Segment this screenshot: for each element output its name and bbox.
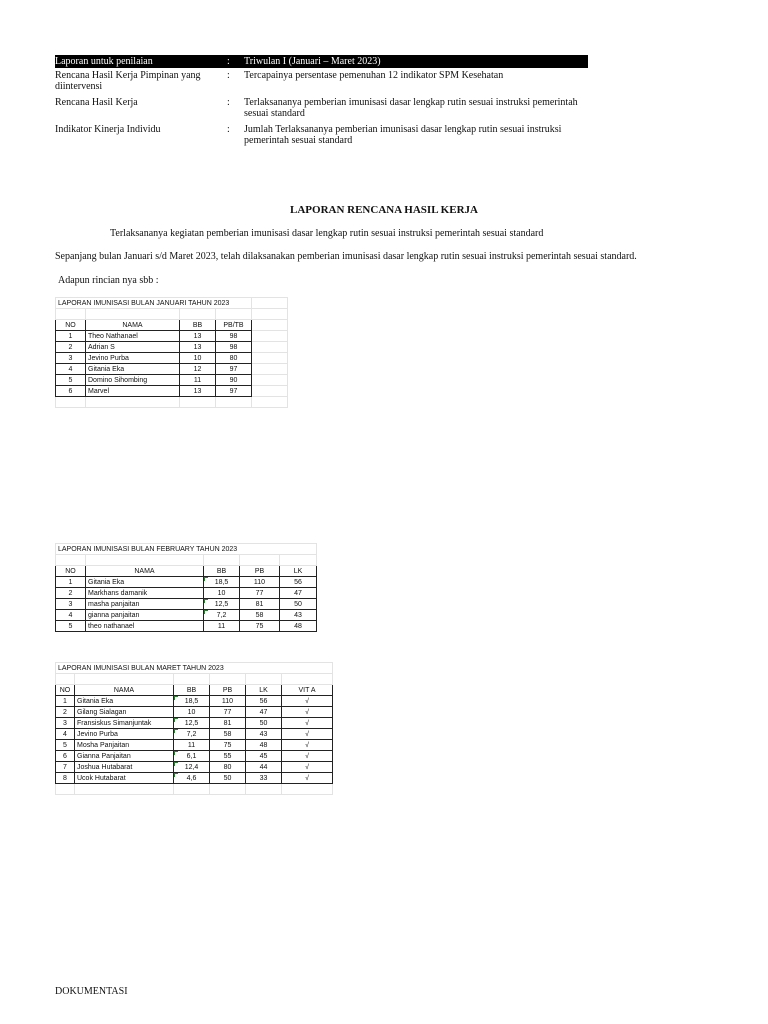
cell-nama: Gilang Sialagan: [75, 707, 174, 718]
cell-no: 4: [56, 610, 86, 621]
cell-no: 2: [56, 342, 86, 353]
column-header-bb: BB: [204, 566, 240, 577]
cell-no: 6: [56, 751, 75, 762]
cell-no: 7: [56, 762, 75, 773]
table-row: [56, 342, 288, 353]
table-row: [56, 375, 288, 386]
cell-bb: 10: [204, 588, 240, 599]
report-heading: LAPORAN RENCANA HASIL KERJA: [290, 204, 478, 216]
table-row: [56, 718, 333, 729]
cell-lk: 43: [246, 729, 282, 740]
report-subheading: Terlaksananya kegiatan pemberian imunisasi dasar lengkap rutin sesuai instruksi pemerintah sesuai standard: [110, 228, 544, 239]
column-header-lk: LK: [246, 685, 282, 696]
cell-lk: 50: [246, 718, 282, 729]
cell-pbtb: 90: [216, 375, 252, 386]
cell-lk: 50: [280, 599, 317, 610]
info-value: Terlaksananya pemberian imunisasi dasar lengkap rutin sesuai instruksi pemerintah sesuai standard: [244, 97, 578, 119]
column-header-vit-a: VIT A: [282, 685, 333, 696]
column-header-no: NO: [56, 566, 86, 577]
cell-pb: 58: [240, 610, 280, 621]
cell-lk: 48: [246, 740, 282, 751]
column-header-bb: BB: [180, 320, 216, 331]
cell-vit-a: √: [282, 762, 333, 773]
cell-bb: 6,1: [174, 751, 210, 762]
cell-bb: 12,5: [204, 599, 240, 610]
column-header-nama: NAMA: [86, 566, 204, 577]
report-details-intro: Adapun rincian nya sbb :: [58, 275, 159, 286]
cell-vit-a: √: [282, 707, 333, 718]
cell-pbtb: 98: [216, 342, 252, 353]
column-header-nama: NAMA: [75, 685, 174, 696]
cell-nama: Jevino Purba: [75, 729, 174, 740]
table-row: [56, 707, 333, 718]
table-row: [56, 762, 333, 773]
cell-nama: gianna panjaitan: [86, 610, 204, 621]
cell-no: 2: [56, 707, 75, 718]
cell-nama: masha panjaitan: [86, 599, 204, 610]
cell-pbtb: 97: [216, 364, 252, 375]
column-header-pb: PB: [240, 566, 280, 577]
cell-nama: Gianna Panjaitan: [75, 751, 174, 762]
cell-bb: 12: [180, 364, 216, 375]
info-label: Rencana Hasil Kerja Pimpinan yang diintervensi: [55, 70, 201, 92]
cell-no: 2: [56, 588, 86, 599]
cell-pb: 50: [210, 773, 246, 784]
march-table-title: LAPORAN IMUNISASI BULAN MARET TAHUN 2023: [56, 663, 333, 674]
cell-pb: 77: [240, 588, 280, 599]
table-row: [56, 353, 288, 364]
cell-no: 3: [56, 718, 75, 729]
table-row: [56, 696, 333, 707]
cell-lk: 33: [246, 773, 282, 784]
cell-lk: 47: [246, 707, 282, 718]
cell-lk: 45: [246, 751, 282, 762]
column-header-lk: LK: [280, 566, 317, 577]
cell-nama: Gitania Eka: [86, 577, 204, 588]
table-row: [56, 740, 333, 751]
cell-nama: Adrian S: [86, 342, 180, 353]
cell-lk: 56: [246, 696, 282, 707]
documentation-label: DOKUMENTASI: [55, 986, 128, 997]
cell-pb: 58: [210, 729, 246, 740]
cell-bb: 13: [180, 386, 216, 397]
cell-pb: 75: [210, 740, 246, 751]
january-table: [55, 297, 288, 408]
cell-pb: 80: [210, 762, 246, 773]
column-header-no: NO: [56, 320, 86, 331]
cell-no: 1: [56, 331, 86, 342]
cell-pb: 81: [210, 718, 246, 729]
cell-no: 3: [56, 353, 86, 364]
cell-bb: 13: [180, 342, 216, 353]
january-table-title: LAPORAN IMUNISASI BULAN JANUARI TAHUN 2023: [56, 298, 252, 309]
table-row: [56, 364, 288, 375]
table-row: [56, 773, 333, 784]
column-header-no: NO: [56, 685, 75, 696]
cell-vit-a: √: [282, 773, 333, 784]
report-paragraph: Sepanjang bulan Januari s/d Maret 2023, telah dilaksanakan pemberian imunisasi dasar lengkap rutin sesuai instruksi pemerintah sesuai standard.: [55, 251, 637, 262]
cell-bb: 10: [180, 353, 216, 364]
cell-vit-a: √: [282, 751, 333, 762]
cell-pbtb: 98: [216, 331, 252, 342]
cell-lk: 43: [280, 610, 317, 621]
info-row-work-plan: [55, 97, 588, 121]
cell-lk: 48: [280, 621, 317, 632]
cell-nama: Gitania Eka: [86, 364, 180, 375]
cell-nama: Joshua Hutabarat: [75, 762, 174, 773]
table-row: [56, 331, 288, 342]
table-row: [56, 599, 317, 610]
cell-bb: 10: [174, 707, 210, 718]
cell-nama: Mosha Panjaitan: [75, 740, 174, 751]
cell-vit-a: √: [282, 718, 333, 729]
cell-no: 4: [56, 364, 86, 375]
cell-lk: 56: [280, 577, 317, 588]
cell-bb: 18,5: [174, 696, 210, 707]
table-row: [56, 751, 333, 762]
info-separator: :: [227, 124, 230, 135]
info-value: Triwulan I (Januari – Maret 2023): [244, 56, 381, 67]
cell-lk: 44: [246, 762, 282, 773]
cell-bb: 13: [180, 331, 216, 342]
cell-bb: 11: [174, 740, 210, 751]
table-row: [56, 621, 317, 632]
table-row: [56, 610, 317, 621]
cell-pb: 110: [210, 696, 246, 707]
info-row-period: [55, 55, 588, 68]
info-label: Indikator Kinerja Individu: [55, 124, 161, 135]
table-row: [56, 386, 288, 397]
column-header-pb: PB: [210, 685, 246, 696]
info-label: Laporan untuk penilaian: [55, 56, 153, 67]
cell-lk: 47: [280, 588, 317, 599]
cell-pb: 77: [210, 707, 246, 718]
cell-nama: Gitania Eka: [75, 696, 174, 707]
cell-nama: Theo Nathanael: [86, 331, 180, 342]
info-separator: :: [227, 97, 230, 108]
cell-no: 3: [56, 599, 86, 610]
cell-vit-a: √: [282, 729, 333, 740]
cell-no: 5: [56, 375, 86, 386]
cell-bb: 7,2: [204, 610, 240, 621]
cell-pb: 75: [240, 621, 280, 632]
column-header-bb: BB: [174, 685, 210, 696]
cell-bb: 7,2: [174, 729, 210, 740]
cell-no: 1: [56, 696, 75, 707]
cell-bb: 4,6: [174, 773, 210, 784]
cell-pbtb: 80: [216, 353, 252, 364]
cell-nama: theo nathanael: [86, 621, 204, 632]
cell-pbtb: 97: [216, 386, 252, 397]
cell-bb: 12,5: [174, 718, 210, 729]
cell-no: 8: [56, 773, 75, 784]
cell-nama: Markhans damanik: [86, 588, 204, 599]
cell-pb: 110: [240, 577, 280, 588]
cell-bb: 11: [204, 621, 240, 632]
column-header-pbtb: PB/TB: [216, 320, 252, 331]
column-header-nama: NAMA: [86, 320, 180, 331]
table-row: [56, 577, 317, 588]
cell-bb: 11: [180, 375, 216, 386]
february-table: [55, 543, 317, 632]
cell-no: 6: [56, 386, 86, 397]
february-table-title: LAPORAN IMUNISASI BULAN FEBRUARY TAHUN 2023: [56, 544, 317, 555]
table-row: [56, 729, 333, 740]
march-table: [55, 662, 333, 795]
cell-pb: 81: [240, 599, 280, 610]
cell-bb: 18,5: [204, 577, 240, 588]
cell-no: 4: [56, 729, 75, 740]
cell-nama: Marvel: [86, 386, 180, 397]
cell-no: 5: [56, 621, 86, 632]
cell-bb: 12,4: [174, 762, 210, 773]
cell-nama: Jevino Purba: [86, 353, 180, 364]
info-separator: :: [227, 70, 230, 81]
cell-nama: Domino Sihombing: [86, 375, 180, 386]
info-value: Tercapainya persentase pemenuhan 12 indikator SPM Kesehatan: [244, 70, 504, 81]
cell-nama: Fransiskus Simanjuntak: [75, 718, 174, 729]
cell-vit-a: √: [282, 740, 333, 751]
cell-vit-a: √: [282, 696, 333, 707]
info-row-leader-plan: [55, 70, 588, 94]
cell-no: 1: [56, 577, 86, 588]
info-value: Jumlah Terlaksananya pemberian imunisasi dasar lengkap rutin sesuai instruksi pemerintah sesuai standard: [244, 124, 562, 146]
cell-pb: 55: [210, 751, 246, 762]
cell-no: 5: [56, 740, 75, 751]
cell-nama: Ucok Hutabarat: [75, 773, 174, 784]
info-separator: :: [227, 56, 230, 67]
info-label: Rencana Hasil Kerja: [55, 97, 138, 108]
table-row: [56, 588, 317, 599]
info-row-performance-indicator: [55, 124, 588, 148]
